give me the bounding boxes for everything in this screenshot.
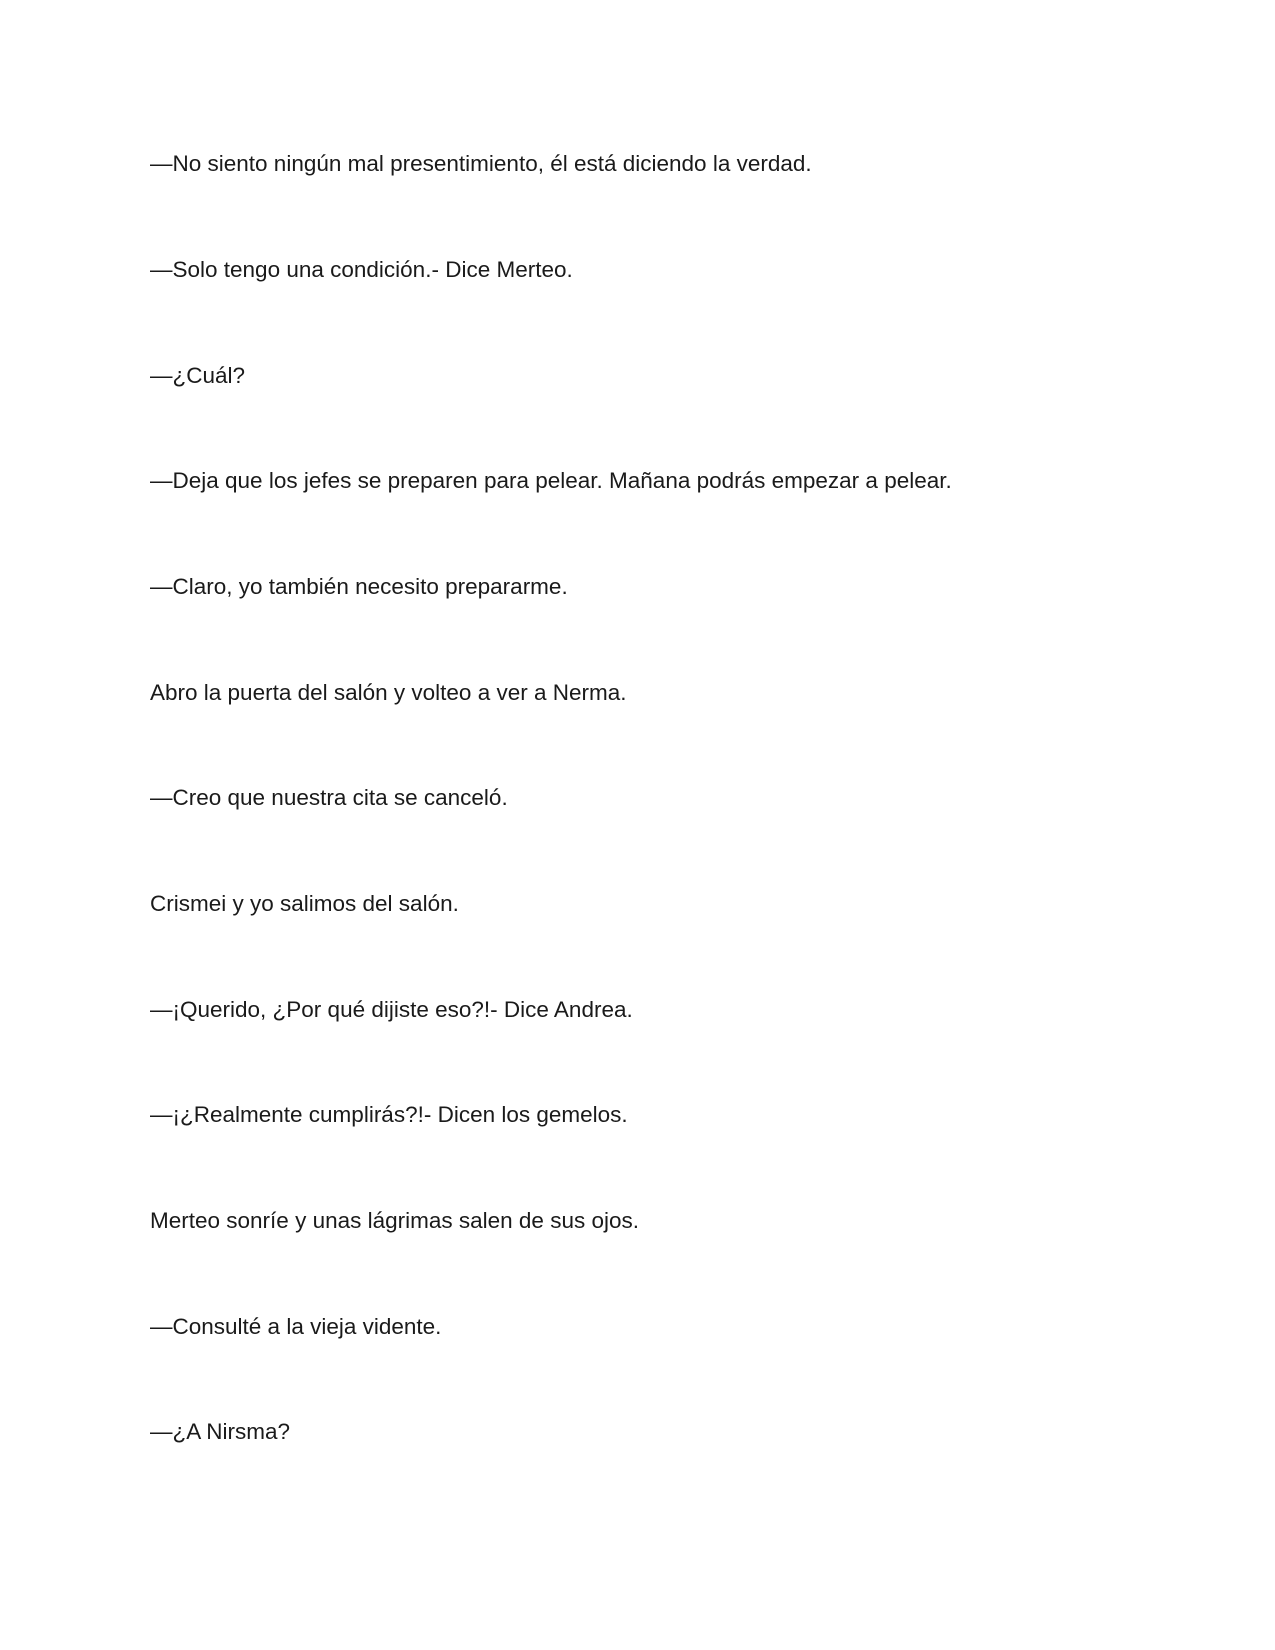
paragraph: —Claro, yo también necesito prepararme. [150, 574, 568, 599]
paragraph: Merteo sonríe y unas lágrimas salen de sus ojos. [150, 1208, 639, 1233]
paragraph: —¿A Nirsma? [150, 1419, 291, 1444]
paragraph: —No siento ningún mal presentimiento, él está diciendo la verdad. [150, 151, 812, 176]
paragraph: —Deja que los jefes se preparen para pelear. Mañana podrás empezar a pelear. [150, 468, 952, 493]
paragraph: —Solo tengo una condición.- Dice Merteo. [150, 257, 573, 282]
paragraph: —¡¿Realmente cumplirás?!- Dicen los gemelos. [150, 1102, 628, 1127]
paragraph: —¿Cuál? [150, 363, 246, 388]
paragraph: —Consulté a la vieja vidente. [150, 1314, 442, 1339]
paragraph: Crismei y yo salimos del salón. [150, 891, 459, 916]
paragraph: —¡Querido, ¿Por qué dijiste eso?!- Dice Andrea. [150, 997, 633, 1022]
paragraph: Abro la puerta del salón y volteo a ver a Nerma. [150, 680, 627, 705]
paragraph: —Creo que nuestra cita se canceló. [150, 785, 508, 810]
